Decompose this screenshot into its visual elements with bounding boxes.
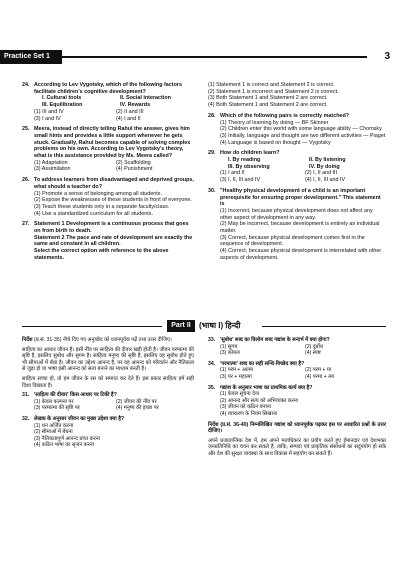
instruction-label: निर्देश (208, 421, 219, 428)
question-text: Which of the following pairs is correctly matched? (220, 112, 350, 119)
option[interactable]: (1) सुगम (220, 343, 238, 350)
option-list (34, 399, 194, 412)
question-text: 'साहित्य की दीवार' किस आधार पर टिकी है? (34, 392, 117, 399)
question-28 (208, 113, 386, 147)
item: II. By listening (309, 157, 346, 164)
option[interactable]: (1) परम + आत्मा (220, 367, 254, 374)
question-30 (208, 188, 386, 262)
question-35 (208, 385, 386, 418)
instruction-text: (प्र.सं. 36-40) निम्नलिखित गद्यांश को ध्यानपूर्वक पढ़कर इस पर आधारित प्रश्नों के उत्तर दीजिए। (208, 421, 386, 435)
hindi-right-column (208, 337, 386, 461)
question-26 (22, 177, 194, 217)
question-number: 29. (208, 150, 216, 157)
question-text: 'सुबोध' शब्द का विलोम शब्द गद्यांश के सन्दर्भ में क्या होगा? (220, 337, 330, 343)
question-number: 27. (22, 221, 30, 228)
question-number: 34. (208, 360, 216, 367)
option[interactable]: (2) Children enter this world with some language ability — Chomsky (220, 126, 382, 133)
option[interactable]: (4) Language is based on thought — Vygotsky (220, 139, 331, 146)
passage-paragraph: साहित्य सच्चा हो, तो हम जीवन के रस को समाप्त कर देते हैं। इस प्रकार साहित्य हमें सही दिशा दिखाता है। (22, 375, 194, 389)
option-list (220, 367, 386, 380)
item-list (34, 95, 194, 108)
option[interactable]: (4) परमा + त्मा (305, 373, 335, 380)
statement-2-label: Statement 2 (34, 234, 65, 241)
instruction-text: (प्र.सं. 31-35) नीचे दिए गए अनुच्छेद को ध्यानपूर्वक पढ़ें तथा उत्तर दीजिए। (33, 337, 172, 343)
practice-set-tag: Practice Set 1 (0, 50, 62, 64)
option[interactable]: (1) Promote a sense of belonging among all students. (34, 190, 162, 197)
option[interactable]: (3) जीवन को कठिन बनाना (220, 404, 272, 411)
right-column (208, 82, 386, 266)
part-rule-right (262, 326, 386, 327)
item: IV. Rewards (120, 102, 151, 109)
option[interactable]: (3) Correct, because physical development comes first in the sequence of development. (220, 234, 365, 248)
statement-2 (34, 235, 194, 248)
option[interactable]: (4) I and II (116, 115, 141, 122)
page-number: 3 (384, 51, 390, 62)
question-32 (22, 416, 194, 449)
statement-1-label: Statement 1 (34, 221, 65, 228)
option[interactable]: (1) धन अर्जित करना (34, 422, 74, 429)
question-text: Meera, instead of directly telling Rahul the answer, gives him small hints and provides a little support whenever he gets stuck. Gradually, Rahul becomes capable of solving complex problems on his own. According to Lev Vygotsky's theory, what is this assistance provided by Ms. Meera called? (34, 126, 191, 160)
item: IV. By doing (309, 163, 340, 170)
option[interactable]: (2) Statement 1 is incorrect and Statement 2 is correct. (208, 88, 339, 95)
option[interactable]: (2) Expose the weaknesses of these students in front of everyone. (34, 197, 192, 204)
question-number: 26. (22, 177, 30, 184)
part-title: (भाषा I) हिन्दी (199, 321, 241, 330)
option[interactable]: (4) मनुष्य की इच्छा पर (116, 405, 159, 412)
option[interactable]: (2) सीमाओं में बँधना (34, 429, 73, 436)
instruction (208, 422, 386, 435)
option[interactable]: (1) III and IV (34, 108, 64, 115)
question-number: 30. (208, 187, 216, 194)
option-list (220, 344, 386, 357)
question-text: According to Lev Vygotsky, which of the following factors facilitate children's cognitive development? (34, 82, 182, 95)
question-31 (22, 392, 194, 412)
option[interactable]: (2) आनन्द और सत्य को अभिव्यक्त करना (220, 397, 299, 404)
option[interactable]: (2) जीवन की नींव पर (116, 398, 157, 405)
option[interactable]: (4) स्पष्ट (305, 350, 321, 357)
question-number: 33. (208, 337, 216, 343)
question-instruction: Select the correct option with reference to the above statements. (34, 248, 169, 261)
hindi-left-column (22, 337, 194, 453)
option[interactable]: (4) Punishment (116, 166, 153, 173)
passage-paragraph: साहित्य का आधार जीवन है। इसी नींव पर साहित्य की दीवार खड़ी होती है। जीवन परमात्मा की सृष्टि है, इसलिए सुबोध और सुगम है। साहित्य मनुष्य की सृष्टि है, इसलिए वह सुबोध होते हुए भी सीमाओं में बँधा है। जीवन का उद्देश्य आनन्द है, पर वह आनन्द को परिवर्तन और नैतिकता से जुड़ा हो या भाषा इसी आनन्द को सत्य बनाने का माध्यम बनती है। (22, 346, 194, 373)
statement-2-text: The pace and rate of development are exactly the same and constant in all children. (34, 234, 193, 248)
question-33 (208, 337, 386, 357)
option[interactable]: (2) Scaffolding (116, 159, 151, 166)
option[interactable]: (1) Adaptation (34, 159, 68, 166)
question-text: To address learners from disadvantaged and deprived groups, what should a teacher do? (34, 177, 194, 190)
option[interactable]: (1) Incorrect, because physical development does not affect any other aspect of development in any way. (220, 207, 373, 221)
question-number: 25. (22, 126, 30, 133)
header-rule (62, 56, 367, 58)
question-29 (208, 150, 386, 184)
part-label: Part II (167, 320, 195, 332)
option[interactable]: (2) दुर्बोध (305, 343, 324, 350)
question-number: 35. (208, 384, 216, 391)
option-list (34, 109, 194, 122)
option[interactable]: (3) Teach these students only in a separate faculty/class. (34, 203, 170, 210)
question-text: गद्यांश के अनुसार भाषा का प्राथमिक कार्य क्या है? (220, 384, 313, 391)
option[interactable]: (4) व्याकरण के नियम सिखाना (220, 410, 278, 417)
item-list (220, 157, 386, 170)
part-rule-left (22, 326, 162, 327)
option[interactable]: (3) Assimilation (34, 166, 71, 173)
option[interactable]: (2) I, II and III (305, 170, 338, 177)
item: III. By observing (228, 163, 270, 170)
question-34 (208, 361, 386, 381)
option[interactable]: (1) Theory of learning by doing — BF Skinner (220, 119, 329, 126)
option[interactable]: (3) कोमल (220, 350, 240, 357)
item: I. By reading (228, 157, 261, 164)
option[interactable]: (4) Correct, because physical development is interrelated with other aspects of development. (220, 248, 382, 261)
instruction-label: निर्देश (22, 337, 33, 343)
question-number: 31. (22, 392, 30, 399)
option[interactable]: (2) परम + मा (305, 367, 332, 374)
option[interactable]: (3) I, II, III and IV (220, 177, 261, 184)
question-27 (22, 221, 194, 261)
option[interactable]: (3) परमात्मा की सृष्टि पर (34, 405, 80, 412)
option[interactable]: (4) कठिन भाषा का सृजन करना (34, 442, 94, 449)
question-text: लेखक के अनुसार जीवन का मुख्य उद्देश्य क्या है? (34, 415, 125, 422)
option[interactable]: (4) Use a standardized curriculum for all students. (34, 210, 153, 217)
statement-1-text: Development is a continuous process that goes on from birth to death. (34, 221, 189, 235)
option[interactable]: (1) Statement 1 is correct and Statement 2 is correct. (208, 82, 335, 88)
option[interactable]: (4) Both Statement 1 and Statement 2 are correct. (208, 102, 328, 109)
part-heading (22, 320, 386, 332)
option[interactable]: (3) Both Statement 1 and Statement 2 are correct. (208, 95, 328, 102)
question-text: How do children learn? (220, 150, 280, 157)
option[interactable]: (2) II and III (116, 108, 144, 115)
option[interactable]: (1) I and II (220, 170, 245, 177)
question-27-options (208, 82, 386, 109)
question-number: 28. (208, 112, 216, 119)
page-header (0, 50, 400, 64)
option[interactable]: (4) I, II, III and IV (305, 177, 346, 184)
option[interactable]: (3) I and IV (34, 115, 61, 122)
question-25 (22, 126, 194, 173)
question-number: 24. (22, 82, 30, 88)
item: I. Cultural tools (42, 95, 82, 102)
option[interactable]: (3) पर + महात्मा (220, 373, 252, 380)
option[interactable]: (1) केवल सूचना देना (220, 391, 260, 398)
option-list (220, 170, 386, 183)
option[interactable]: (1) केवल कल्पना पर (34, 398, 74, 405)
item: II. Social interaction (120, 95, 171, 102)
left-column (22, 82, 194, 266)
question-text: 'परमात्मा' शब्द का सही सन्धि-विच्छेद क्या है? (220, 360, 305, 367)
option-list (34, 160, 194, 173)
question-number: 32. (22, 415, 30, 422)
question-text: "Healthy physical development of a child is an important prerequisite for ensuring proper development." This statement is (220, 187, 381, 208)
option[interactable]: (2) May be incorrect, because development is entirely an individual matter. (220, 221, 380, 235)
option[interactable]: (3) Initially, language and thought are two different activities — Piaget (220, 132, 386, 139)
passage-paragraph: अपने प्रजातान्त्रिक देश में, हम अपने मताधिकार का प्रयोग करते हुए ईमानदार एवं देशभक्त जनप्रतिनिधि का चयन कर सकते हैं, ताकि, सम्पदा एवं प्राकृतिक संसाधनों का सदुपयोग हो सके और देश की सुरक्षा व्यवस्था के साथ विकास में सहयोग कर सकते हैं। (208, 437, 386, 457)
item: III. Equilibration (42, 102, 83, 109)
statement-1 (34, 221, 194, 234)
question-24 (22, 82, 194, 122)
option[interactable]: (3) नैतिकतापूर्ण आनन्द प्राप्त करना (34, 435, 100, 442)
instruction (22, 337, 194, 344)
